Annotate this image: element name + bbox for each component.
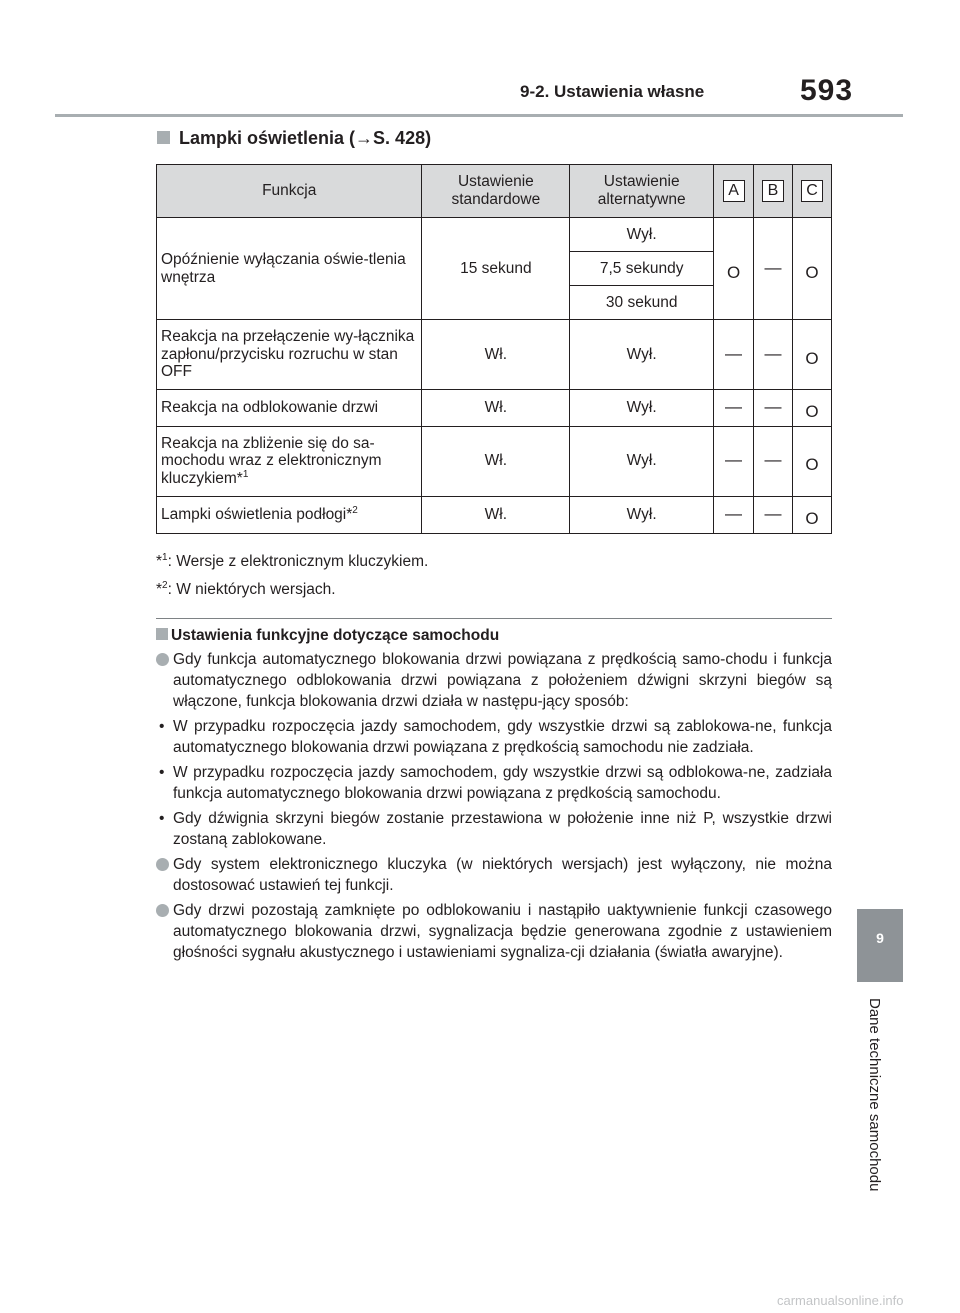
- bullet-icon: •: [159, 764, 165, 781]
- footnote-text: : W niektórych wersjach.: [167, 581, 336, 598]
- watermark: carmanualsonline.info: [777, 1293, 904, 1308]
- table-cell-alternative: Wył.: [570, 218, 714, 252]
- table-row: [157, 496, 832, 533]
- table-cell-default: Wł.: [422, 320, 570, 390]
- mark-c: O: [805, 262, 819, 282]
- table-cell-c: [793, 496, 832, 533]
- circle-bullet-icon: [156, 858, 169, 871]
- divider: [156, 618, 832, 619]
- header-default: Ustawienie standardowe: [422, 165, 570, 218]
- mark-b: —: [764, 450, 782, 470]
- header-b: [754, 165, 793, 218]
- square-bullet-icon: [157, 131, 170, 144]
- list-item-text: Gdy dźwignia skrzyni biegów zostanie przestawiona w położenie inne niż P, wszystkie drzwi zostaną zablokowane.: [173, 810, 832, 848]
- mark-b: —: [764, 397, 782, 416]
- note-paragraph: [156, 854, 832, 896]
- footnote-sup: 2: [162, 579, 168, 591]
- table-cell-default: Wł.: [422, 426, 570, 496]
- table-row: [157, 390, 832, 427]
- table-cell-function: [157, 496, 422, 533]
- table-cell-alternative: Wył.: [570, 426, 714, 496]
- table-cell-a: [714, 426, 754, 496]
- header-section-title: 9-2. Ustawienia własne: [520, 82, 705, 101]
- mark-b: —: [764, 343, 782, 363]
- table-cell-c: [793, 320, 832, 390]
- chapter-tab-label: Dane techniczne samochodu: [866, 998, 883, 1192]
- notes-heading: [156, 625, 832, 646]
- table-cell-default: Wł.: [422, 390, 570, 427]
- section-title-ref: S. 428): [373, 128, 432, 148]
- bullet-icon: •: [159, 810, 165, 827]
- footnote-mark: *: [156, 553, 163, 570]
- arrow-icon: →: [355, 128, 374, 148]
- note-text: Gdy funkcja automatycznego blokowania drzwi powiązana z prędkością samo-chodu i funkcja automatycznego odblokowania drzwi powiązana z położeniem dźwigni skrzyni biegów są włączone, funkcja blokowania drzwi działa w następu-jący sposób:: [173, 651, 832, 710]
- bullet-icon: •: [159, 718, 165, 735]
- settings-table: [156, 164, 832, 534]
- table-cell-function: Opóźnienie wyłączania oświe-tlenia wnętrza: [157, 218, 422, 320]
- header-rule: [55, 114, 903, 117]
- header-alternative: Ustawienie alternatywne: [570, 165, 714, 218]
- page-number: 593: [800, 74, 854, 107]
- footnote-text: : Wersje z elektronicznym kluczykiem.: [167, 553, 429, 570]
- footnote-sup: 1: [242, 469, 249, 481]
- footnote-sup: 1: [162, 551, 168, 563]
- table-cell-c: [793, 426, 832, 496]
- table-cell-alternative: 30 sekund: [570, 286, 714, 320]
- table-cell-a: [714, 320, 754, 390]
- chapter-tab-number: 9: [876, 930, 884, 946]
- list-item: [156, 716, 832, 758]
- footnote-1: [156, 553, 428, 571]
- circle-bullet-icon: [156, 653, 169, 666]
- mark-a: —: [725, 343, 743, 363]
- table-cell-a: [714, 390, 754, 427]
- section-title-text: Lampki oświetlenia (: [179, 128, 356, 148]
- note-text: Gdy system elektronicznego kluczyka (w niektórych wersjach) jest wyłączony, nie można dostosować ustawień tej funkcji.: [173, 856, 832, 894]
- header-a: [714, 165, 754, 218]
- note-paragraph: [156, 900, 832, 963]
- notes-heading-text: Ustawienia funkcyjne dotyczące samochodu: [171, 627, 500, 644]
- table-cell-c: [793, 218, 832, 320]
- section-title: [157, 128, 431, 149]
- table-row: [157, 426, 832, 496]
- table-cell-alternative: Wył.: [570, 390, 714, 427]
- mark-c: O: [805, 455, 819, 475]
- footnote-sup: 2: [352, 504, 358, 516]
- mark-b: —: [764, 503, 782, 523]
- table-cell-c: [793, 390, 832, 427]
- circle-bullet-icon: [156, 904, 169, 917]
- table-cell-function: [157, 426, 422, 496]
- table-row: [157, 218, 832, 252]
- table-row: [157, 320, 832, 390]
- footnote-mark: *: [156, 581, 163, 598]
- mark-c: O: [805, 402, 819, 421]
- table-cell-alternative: Wył.: [570, 320, 714, 390]
- table-cell-b: [754, 218, 793, 320]
- letter-b-box: B: [762, 180, 784, 202]
- table-cell-b: [754, 426, 793, 496]
- mark-a: —: [725, 503, 743, 523]
- mark-a: O: [726, 262, 741, 282]
- table-cell-b: [754, 496, 793, 533]
- table-cell-a: [714, 218, 754, 320]
- table-cell-function: Reakcja na przełączenie wy-łącznika zapłonu/przycisku rozruchu w stan OFF: [157, 320, 422, 390]
- header-c: [793, 165, 832, 218]
- header-function: Funkcja: [157, 165, 422, 218]
- note-text: Gdy drzwi pozostają zamknięte po odblokowaniu i nastąpiło uaktywnienie funkcji czasowego automatycznego blokowania drzwi, sygnalizacja będzie generowana zgodnie z ustawieniem głośności sygnału akustycznego i ustawieniami sygnaliza-cji działania (światła awaryjne).: [173, 902, 832, 961]
- table-header-row: [157, 165, 832, 218]
- function-text: Reakcja na zbliżenie się do sa-mochodu wraz z elektronicznym kluczykiem*: [161, 434, 382, 488]
- mark-a: —: [725, 397, 743, 416]
- function-text: Lampki oświetlenia podłogi*: [161, 505, 353, 523]
- table-cell-alternative: Wył.: [570, 496, 714, 533]
- mark-b: —: [764, 257, 782, 277]
- notes-section: [156, 625, 832, 967]
- note-paragraph: [156, 649, 832, 712]
- letter-a-box: A: [723, 180, 745, 202]
- table-cell-function: Reakcja na odblokowanie drzwi: [157, 390, 422, 427]
- letter-c-box: C: [801, 180, 823, 202]
- table-cell-b: [754, 320, 793, 390]
- mark-a: —: [725, 450, 743, 470]
- list-item-text: W przypadku rozpoczęcia jazdy samochodem, gdy wszystkie drzwi są zablokowa-ne, funkcja automatycznego blokowania drzwi powiązana z prędkością samochodu nie zadziała.: [173, 718, 832, 756]
- mark-c: O: [805, 348, 819, 368]
- table-cell-b: [754, 390, 793, 427]
- footnote-2: [156, 581, 336, 599]
- table-cell-a: [714, 496, 754, 533]
- list-item: [156, 808, 832, 850]
- table-cell-alternative: 7,5 sekundy: [570, 252, 714, 286]
- list-item: [156, 762, 832, 804]
- list-item-text: W przypadku rozpoczęcia jazdy samochodem, gdy wszystkie drzwi są odblokowa-ne, zadziała funkcja automatycznego blokowania drzwi powiązana z prędkością samochodu.: [173, 764, 832, 802]
- table-cell-default: 15 sekund: [422, 218, 570, 320]
- square-bullet-icon: [156, 628, 168, 640]
- mark-c: O: [805, 508, 819, 528]
- table-cell-default: Wł.: [422, 496, 570, 533]
